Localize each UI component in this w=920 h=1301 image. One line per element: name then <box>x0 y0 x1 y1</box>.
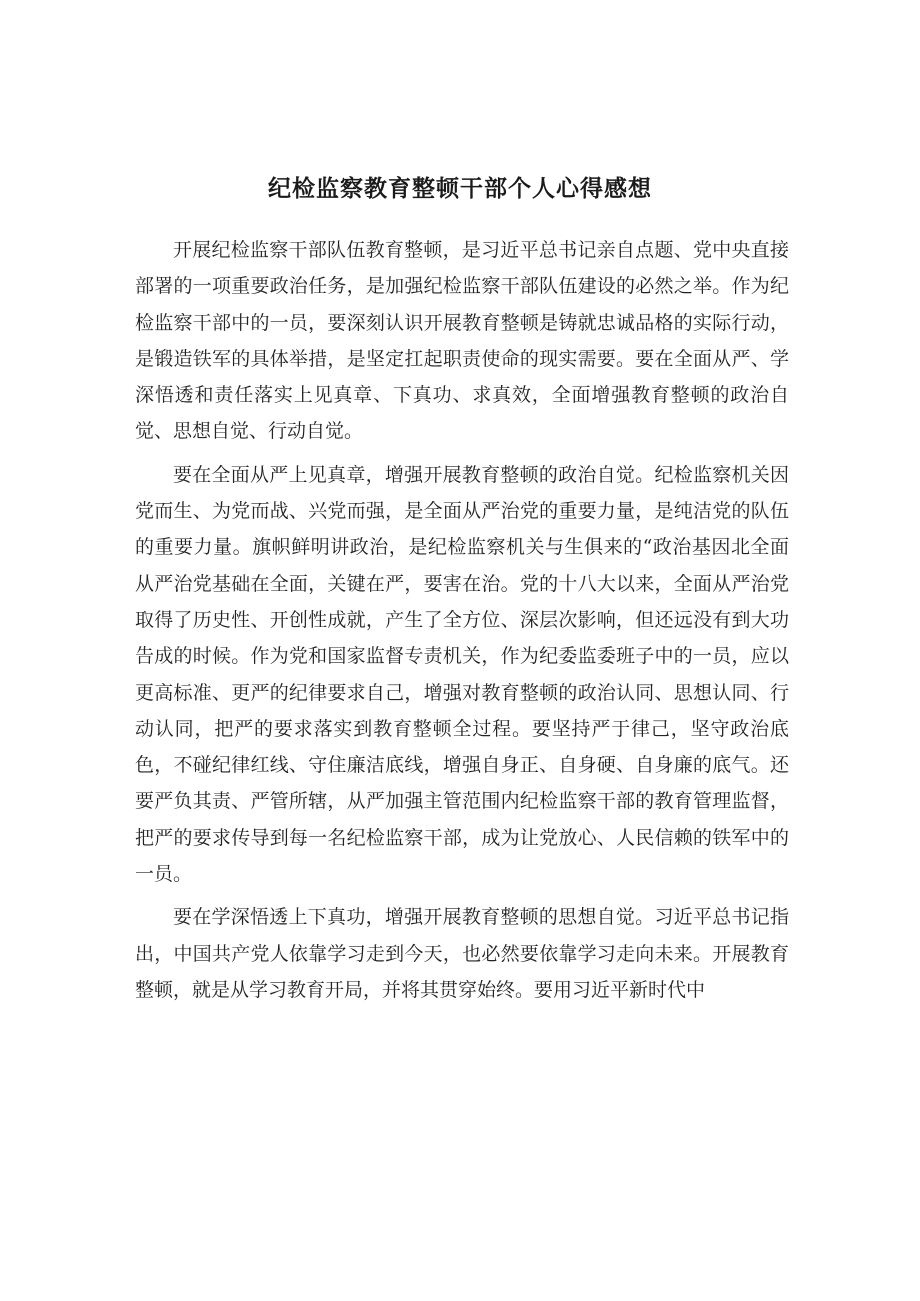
paragraph-political-awareness: 要在全面从严上见真章，增强开展教育整顿的政治自觉。纪检监察机关因党而生、为党而战、兴党而强，是全面从严治党的重要力量，是纯洁党的队伍的重要力量。旗帜鲜明讲政治，是纪检监察机关与生俱来的“政治基因北全面从严治党基础在全面，关键在严，要害在治。党的十八大以来，全面从严治党取得了历史性、开创性成就，产生了全方位、深层次影响，但还远没有到大功告成的时候。作为党和国家监督专责机关，作为纪委监委班子中的一员，应以更高标准、更严的纪律要求自己，增强对教育整顿的政治认同、思想认同、行动认同，把严的要求落实到教育整顿全过程。要坚持严于律己，坚守政治底色，不碰纪律红线、守住廉洁底线，增强自身正、自身硬、自身廉的底气。还要严负其责、严管所辖，从严加强主管范围内纪检监察干部的教育管理监督，把严的要求传导到每一名纪检监察干部，成为让党放心、人民信赖的铁军中的一员。 <box>135 463 789 886</box>
document-title: 纪检监察教育整顿干部个人心得感想 <box>268 176 652 202</box>
paragraph-intro: 开展纪检监察干部队伍教育整顿，是习近平总书记亲自点题、党中央直接部署的一项重要政治任务，是加强纪检监察干部队伍建设的必然之举。作为纪检监察干部中的一员，要深刻认识开展教育整顿是铸就忠诚品格的实际行动，是锻造铁军的具体举措，是坚定扛起职责使命的现实需要。要在全面从严、学深悟透和责任落实上见真章、下真功、求真效，全面增强教育整顿的政治自觉、思想自觉、行动自觉。 <box>135 239 789 443</box>
paragraph-ideological-awareness: 要在学深悟透上下真功，增强开展教育整顿的思想自觉。习近平总书记指出，中国共产党人依靠学习走到今天，也必然要依靠学习走向未来。开展教育整顿，就是从学习教育开局，并将其贯穿始终。要用习近平新时代中 <box>135 906 789 1001</box>
document-body <box>135 232 789 1008</box>
